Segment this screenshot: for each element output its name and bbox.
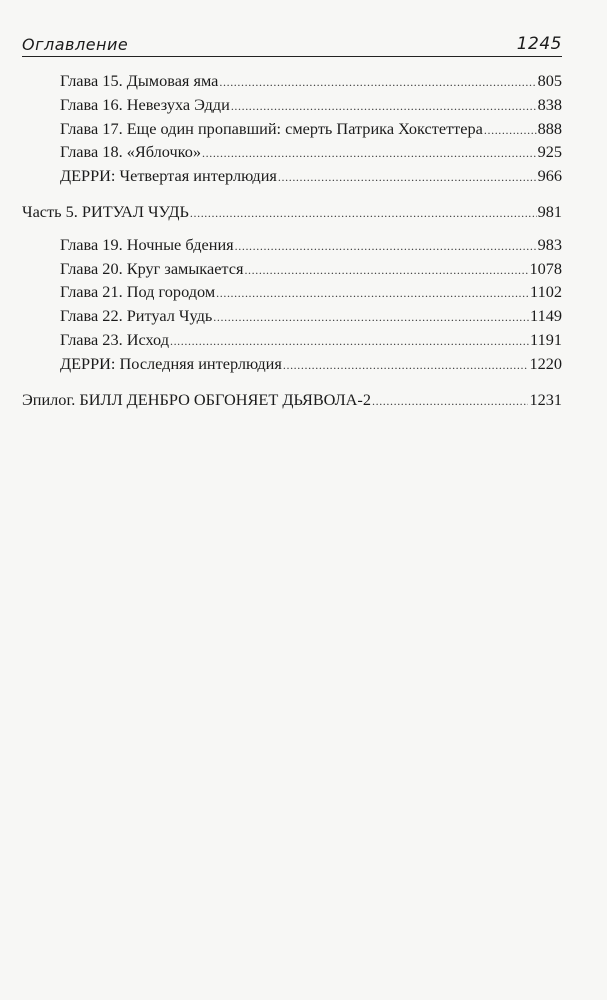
toc-entry-title: Часть 5. РИТУАЛ ЧУДЬ [22, 201, 189, 221]
toc-entry-page: 1102 [530, 282, 562, 302]
toc-entry-part-5 [22, 201, 562, 225]
dot-leader [216, 282, 529, 305]
toc-entry-page: 888 [537, 118, 562, 138]
toc-entry-chapter-22 [22, 305, 562, 329]
toc-entry-title: Глава 15. Дымовая яма [60, 71, 219, 90]
header-rule [22, 56, 562, 57]
dot-leader [278, 166, 537, 189]
toc-entry-title: Глава 22. Ритуал Чудь [60, 306, 213, 326]
dot-leader [202, 142, 537, 165]
toc-entry-title: Глава 18. «Яблочко» [60, 142, 202, 162]
toc-entry-chapter-19 [22, 234, 562, 258]
dot-leader [219, 71, 536, 94]
page-header [22, 28, 562, 54]
toc-entry-chapter-18 [22, 141, 562, 165]
toc-entry-page: 1149 [530, 306, 562, 326]
toc-entry-page: 925 [537, 142, 562, 162]
dot-leader [484, 119, 537, 142]
toc-entry-title: Эпилог. БИЛЛ ДЕНБРО ОБГОНЯЕТ ДЬЯВОЛА-2 [22, 389, 371, 409]
toc-entry-page: 838 [537, 94, 562, 114]
toc-entry-chapter-16 [22, 94, 562, 118]
toc-entry-page: 966 [537, 166, 562, 186]
toc-entry-page: 1191 [530, 329, 562, 349]
toc-entry-title: ДЕРРИ: Последняя интерлюдия [60, 353, 282, 373]
toc-entry-derry-last-interlude [22, 353, 562, 377]
toc-entry-title: Глава 16. Невезуха Эдди [60, 94, 230, 114]
dot-leader [244, 259, 528, 282]
toc-entry-title: Глава 19. Ночные бдения [60, 234, 234, 254]
page-number: 1245 [516, 34, 562, 54]
toc-entry-page: 805 [537, 71, 562, 90]
toc-entry-page: 981 [537, 201, 562, 221]
toc-entry-title: Глава 17. Еще один пропавший: смерть Патрика Хокстеттера [60, 118, 483, 138]
toc-entry-derry-interlude-4 [22, 165, 562, 189]
toc-entry-chapter-23 [22, 329, 562, 353]
running-head-title: Оглавление [22, 35, 129, 54]
dot-leader [213, 306, 529, 329]
dot-leader [190, 202, 537, 225]
toc-entry-title: Глава 20. Круг замыкается [60, 258, 244, 278]
toc-entry-chapter-15 [22, 70, 562, 94]
toc-entry-page: 1220 [529, 353, 562, 373]
toc-entry-title: ДЕРРИ: Четвертая интерлюдия [60, 166, 277, 186]
dot-leader [170, 330, 529, 353]
toc-entry-epilogue [22, 389, 562, 413]
toc-entry-page: 1078 [529, 258, 562, 278]
toc-entry-page: 983 [537, 234, 562, 254]
toc-entry-page: 1231 [529, 389, 562, 409]
table-of-contents [22, 70, 562, 412]
dot-leader [231, 95, 537, 118]
toc-entry-title: Глава 23. Исход [60, 329, 169, 349]
dot-leader [372, 390, 528, 413]
toc-entry-chapter-21 [22, 281, 562, 305]
toc-entry-chapter-17 [22, 118, 562, 142]
dot-leader [235, 235, 537, 258]
dot-leader [283, 354, 529, 377]
toc-entry-title: Глава 21. Под городом [60, 282, 216, 302]
toc-entry-chapter-20 [22, 258, 562, 282]
